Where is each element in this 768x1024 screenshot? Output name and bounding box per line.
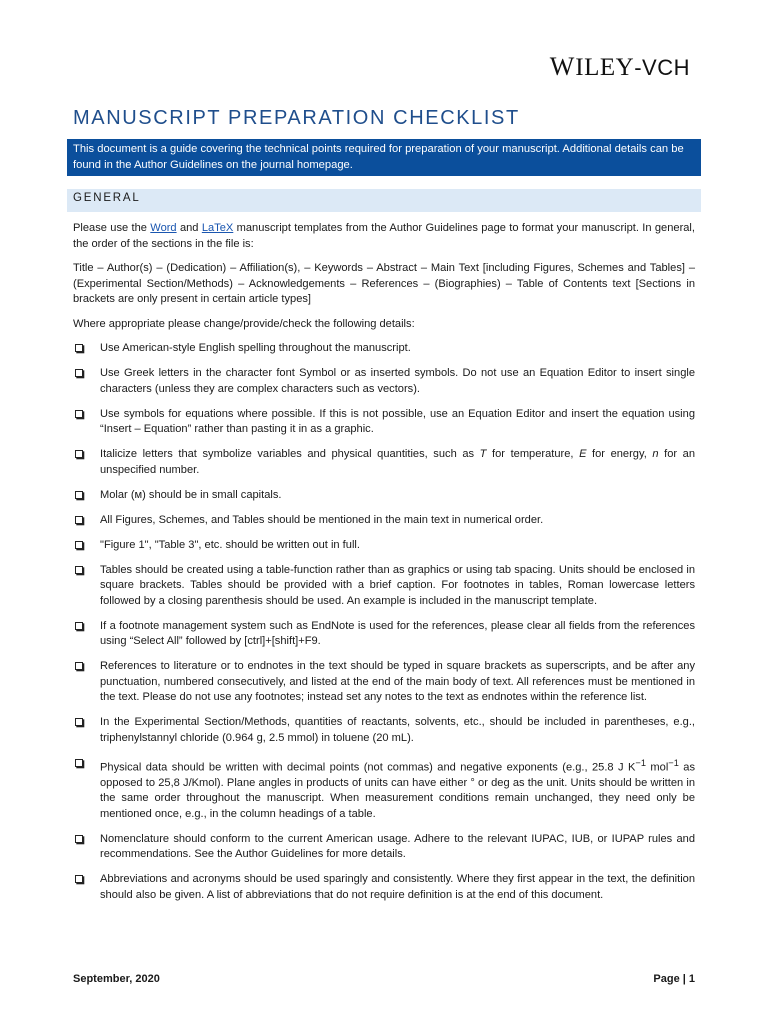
checkbox-icon[interactable] — [75, 566, 83, 574]
checkbox-icon[interactable] — [75, 410, 83, 418]
checkbox-icon[interactable] — [75, 759, 83, 767]
checkbox-icon[interactable] — [75, 875, 83, 883]
document-body — [73, 221, 695, 913]
checklist — [73, 341, 695, 903]
latex-template-link[interactable]: LaTeX — [201, 222, 234, 234]
intro-banner: This document is a guide covering the technical points required for preparation of your manuscript. Additional details can be found in the Author Guidelines on the journal homepage. — [67, 139, 701, 176]
checklist-item: Physical data should be written with decimal points (not commas) and negative exponents (e.g., 25.8 J $K^{-1}$ mol$^{-1}$ as opposed to 25,8 J/Kmol). Plane angles in products of units can have either ° or deg as the unit. Units should be written in the same order throughout the manuscript. When measurement conditions remain unchanged, they need only be mentioned once, e.g., in the column headings of a table. — [73, 756, 695, 823]
checklist-intro: Where appropriate please change/provide/check the following details: — [73, 317, 415, 330]
checklist-item: All Figures, Schemes, and Tables should be mentioned in the main text in numerical order. — [73, 513, 695, 529]
checkbox-icon[interactable] — [75, 516, 83, 524]
section-order-paragraph: Title – Author(s) – (Dedication) – Affiliation(s), – Keywords – Abstract – Main Text [including Figures, Schemes and Tables] – (Experimental Section/Methods) – Acknowledgements – References – (Biographies) – Table of Contents text [Sections in brackets are only present in certain article types] — [73, 262, 695, 305]
word-template-link[interactable]: Word — [150, 222, 177, 234]
footer-date: September, 2020 — [73, 973, 160, 985]
section-heading-general: GENERAL — [67, 189, 701, 212]
checkbox-icon[interactable] — [75, 450, 83, 458]
checklist-item: In the Experimental Section/Methods, quantities of reactants, solvents, etc., should be included in parentheses, e.g., triphenylstannyl chloride (0.964 g, 2.5 mmol) in toluene (20 mL). — [73, 715, 695, 746]
checklist-item: Nomenclature should conform to the current American usage. Adhere to the relevant IUPAC, IUB, or IUPAP rules and recommendations. See the Author Guidelines for more details. — [73, 832, 695, 863]
checklist-item: Italicize letters that symbolize variables and physical quantities, such as T for temperature, E for energy, n for an unspecified number. — [73, 447, 695, 478]
checklist-item: Use Greek letters in the character font Symbol or as inserted symbols. Do not use an Equation Editor to insert single characters (unless they are complex characters such as vectors). — [73, 366, 695, 397]
checklist-item: If a footnote management system such as EndNote is used for the references, please clear all fields from the references using “Select All” followed by [ctrl]+[shift]+F9. — [73, 619, 695, 650]
checklist-item: Use symbols for equations where possible. If this is not possible, use an Equation Editor and insert the equation using “Insert – Equation” rather than pasting it in as a graphic. — [73, 407, 695, 438]
checklist-item: Use American-style English spelling throughout the manuscript. — [73, 341, 695, 357]
checkbox-icon[interactable] — [75, 718, 83, 726]
checkbox-icon[interactable] — [75, 491, 83, 499]
page-number: Page | 1 — [653, 973, 695, 985]
checklist-item: "Figure 1", "Table 3", etc. should be written out in full. — [73, 538, 695, 554]
intro-paragraph: Please use the Word and LaTeX manuscript templates from the Author Guidelines page to format your manuscript. In general, the order of the sections in the file is: — [73, 222, 695, 250]
checkbox-icon[interactable] — [75, 835, 83, 843]
checklist-item: Tables should be created using a table-function rather than as graphics or using tab spacing. Units should be enclosed in square brackets. Tables should be provided with a brief caption. For footnotes in tables, Roman lowercase letters followed by a closing parenthesis should be used. An example is included in the manuscript template. — [73, 563, 695, 610]
checklist-item: Abbreviations and acronyms should be used sparingly and consistently. Where they first appear in the text, the definition should also be given. A list of abbreviations that do not require definition is at the end of this document. — [73, 872, 695, 903]
checklist-item: Molar (ᴍ) should be in small capitals. — [73, 488, 695, 504]
checkbox-icon[interactable] — [75, 344, 83, 352]
wiley-vch-logo: WILEY-VCH — [549, 52, 690, 81]
page-title: MANUSCRIPT PREPARATION CHECKLIST — [73, 107, 520, 129]
checkbox-icon[interactable] — [75, 662, 83, 670]
checkbox-icon[interactable] — [75, 541, 83, 549]
checkbox-icon[interactable] — [75, 369, 83, 377]
checklist-item: References to literature or to endnotes in the text should be typed in square brackets as superscripts, and be after any punctuation, numbered consecutively, and listed at the end of the main body of text. All references must be mentioned in the text. Please do not use any footnotes; instead set any notes to the text as endnotes within the reference list. — [73, 659, 695, 706]
checkbox-icon[interactable] — [75, 622, 83, 630]
